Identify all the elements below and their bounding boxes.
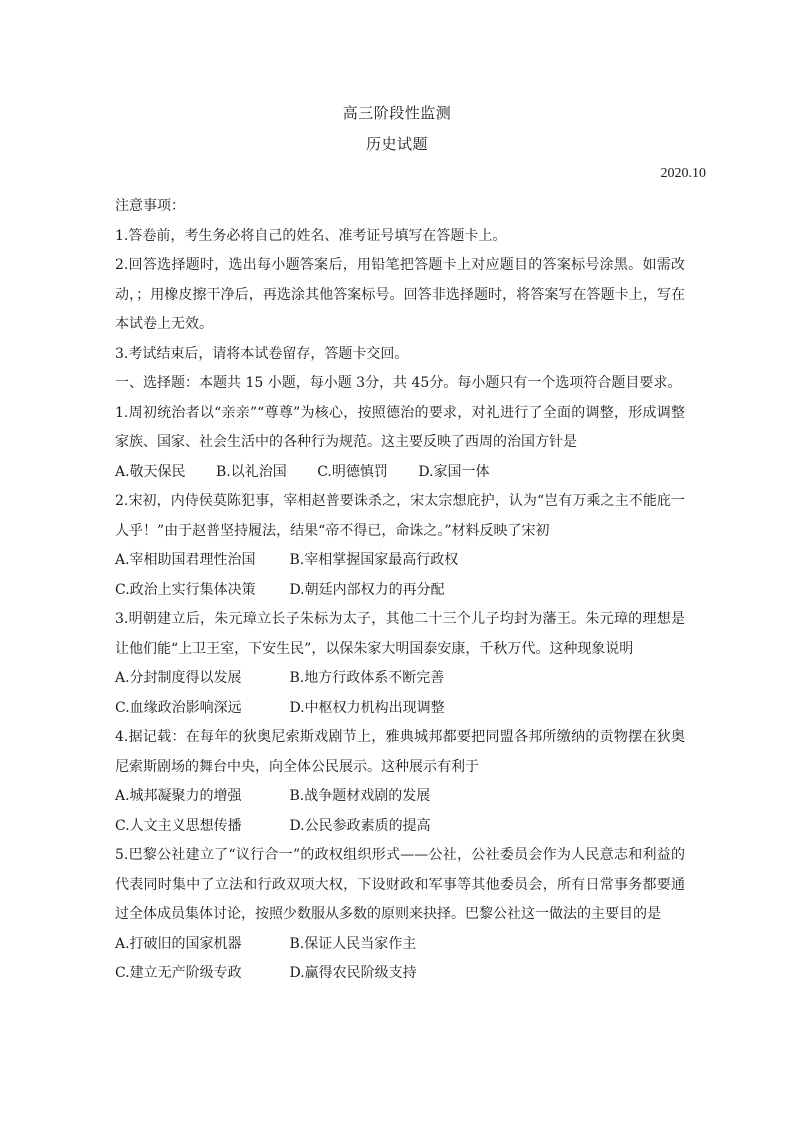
question-2-stem: 2.宋初，内侍侯莫陈犯事，宰相赵普要诛杀之，宋太宗想庇护，认为“岂有万乘之主不能庇一人乎！”由于赵普坚持履法，结果“帝不得已，命诛之。”材料反映了宋初 <box>115 493 685 539</box>
question-5-option-c: C.建立无产阶级专政 <box>115 965 242 981</box>
question-1-option-c: C.明德慎罚 <box>317 463 388 480</box>
question-1-option-d: D.家国一体 <box>418 463 490 480</box>
question-2-option-d: D.朝廷内部权力的再分配 <box>289 581 445 598</box>
question-1-option-a: A.敬天保民 <box>115 463 186 480</box>
exam-subject: 历史试题 <box>365 135 428 153</box>
question-3-option-d: D.中枢权力机构出现调整 <box>289 699 445 716</box>
question-3-option-a: A.分封制度得以发展 <box>115 670 242 686</box>
question-3-stem: 3.明朝建立后，朱元璋立长子朱标为太子，其他二十三个儿子均封为藩王。朱元璋的理想是让他们能“上卫王室，下安生民”，以保朱家大明国泰安康，千秋万代。这种现象说明 <box>115 611 685 657</box>
question-3-option-b: B.地方行政体系不断完善 <box>289 670 445 686</box>
notice-item-3: 3.考试结束后，请将本试卷留存，答题卡交回。 <box>115 345 409 362</box>
question-5-stem: 5.巴黎公社建立了“议行合一”的政权组织形式——公社，公社委员会作为人民意志和利益的代表同时集中了立法和行政双项大权，下设财政和军事等其他委员会，所有日常事务都要通过全体成员集体讨论，按照少数服从多数的原则来抉择。巴黎公社这一做法的主要目的是 <box>115 847 685 922</box>
notice-item-2: 2.回答选择题时，选出每小题答案后，用铅笔把答题卡上对应题目的答案标号涂黑。如需改动，；用橡皮擦干净后，再选涂其他答案标号。回答非选择题时，将答案写在答题卡上，写在本试卷上无效。 <box>115 257 685 332</box>
notice-item-1: 1.答卷前，考生务必将自己的姓名、准考证号填写在答题卡上。 <box>115 227 507 244</box>
question-2-option-b: B.宰相掌握国家最高行政权 <box>289 552 459 568</box>
question-4-options-row-1 <box>115 782 685 812</box>
question-2-option-a: A.宰相助国君理性治国 <box>115 552 256 568</box>
exam-date: 2020.10 <box>660 166 706 181</box>
question-5-options-row-2 <box>115 959 685 989</box>
question-4-options-row-2 <box>115 812 685 842</box>
question-5-option-b: B.保证人民当家作主 <box>289 935 417 952</box>
question-5-options-row-1 <box>115 930 685 960</box>
exam-content <box>115 192 685 989</box>
question-4-option-b: B.战争题材戏剧的发展 <box>289 788 431 804</box>
notice-heading: 注意事项： <box>115 198 185 214</box>
question-1-option-b: B.以礼治国 <box>216 463 287 480</box>
question-2-options-row-1 <box>115 546 685 576</box>
question-3-options-row-2 <box>115 694 685 724</box>
question-3-options-row-1 <box>115 664 685 694</box>
question-4-option-c: C.人文主义思想传播 <box>115 817 242 834</box>
question-4-option-a: A.城邦凝聚力的增强 <box>115 788 242 804</box>
exam-title: 高三阶段性监测 <box>342 104 452 122</box>
question-4-stem: 4.据记载：在每年的狄奥尼索斯戏剧节上，雅典城邦都要把同盟各邦所缴纳的贡物摆在狄奥尼索斯剧场的舞台中央，向全体公民展示。这种展示有利于 <box>115 729 685 775</box>
section-heading: 一、选择题：本题共 15 小题，每小题 3分，共 45分。每小题只有一个选项符合题目要求。 <box>115 375 682 391</box>
question-5-option-a: A.打破旧的国家机器 <box>115 935 242 952</box>
question-1-stem: 1.周初统治者以“亲亲”“尊尊”为核心，按照德治的要求，对礼进行了全面的调整，形成调整家族、国家、社会生活中的各种行为规范。这主要反映了西周的治国方针是 <box>115 404 685 450</box>
question-3-option-c: C.血缘政治影响深远 <box>115 699 242 716</box>
question-2-options-row-2 <box>115 576 685 606</box>
question-4-option-d: D.公民参政素质的提高 <box>289 817 431 834</box>
question-1-options <box>115 458 685 488</box>
question-5-option-d: D.赢得农民阶级支持 <box>289 965 417 981</box>
question-2-option-c: C.政治上实行集体决策 <box>115 581 256 598</box>
